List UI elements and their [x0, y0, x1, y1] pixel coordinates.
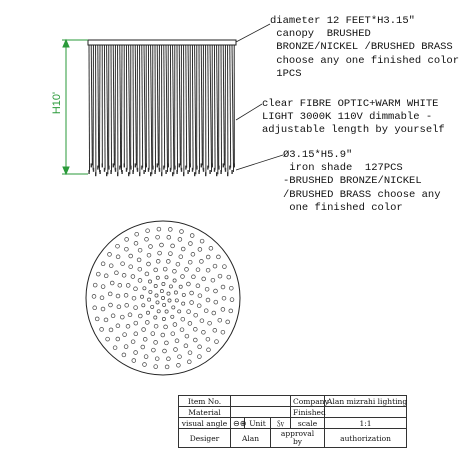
authorization-label: authorization: [325, 429, 407, 448]
item-no-label: Item No.: [179, 396, 231, 407]
visual-angle-label: visual angle: [179, 418, 231, 429]
designer-value: Alan: [231, 429, 271, 448]
scale-label: scale: [291, 418, 325, 429]
company-value: Alan mizrahi lighting: [325, 396, 407, 407]
material-value: [231, 407, 291, 418]
canopy-spec-note: diameter 12 FEET*H3.15" canopy BRUSHED BRONZE/NICKEL /BRUSHED BRASS choose any one finished color 1PCS: [270, 15, 459, 80]
projection-symbol-icon: ⊖⊕: [231, 418, 245, 429]
scale-value: 1:1: [325, 418, 407, 429]
height-dimension: [62, 40, 88, 174]
title-block: [178, 395, 407, 448]
unit-label: Unit: [245, 418, 271, 429]
finished-label: Finished: [291, 407, 325, 418]
approval-label: approval by: [271, 429, 325, 448]
shade-spec-note: Ø3.15*H5.9" iron shade 127PCS -BRUSHED BRONZE/NICKEL /BRUSHED BRASS choose any one finished color: [283, 149, 441, 214]
company-label: Company: [291, 396, 325, 407]
unit-value: ㏜: [271, 418, 291, 429]
designer-label: Desiger: [179, 429, 231, 448]
height-dimension-label: H10': [51, 91, 63, 115]
fibre-optic-strands: [88, 45, 235, 176]
item-no-value: [231, 396, 291, 407]
material-label: Material: [179, 407, 231, 418]
fibre-spec-note: clear FIBRE OPTIC+WARM WHITE LIGHT 3000K 110V dimmable - adjustable length by yourself: [262, 98, 445, 137]
finished-value: [325, 407, 407, 418]
canopy: [88, 40, 236, 45]
